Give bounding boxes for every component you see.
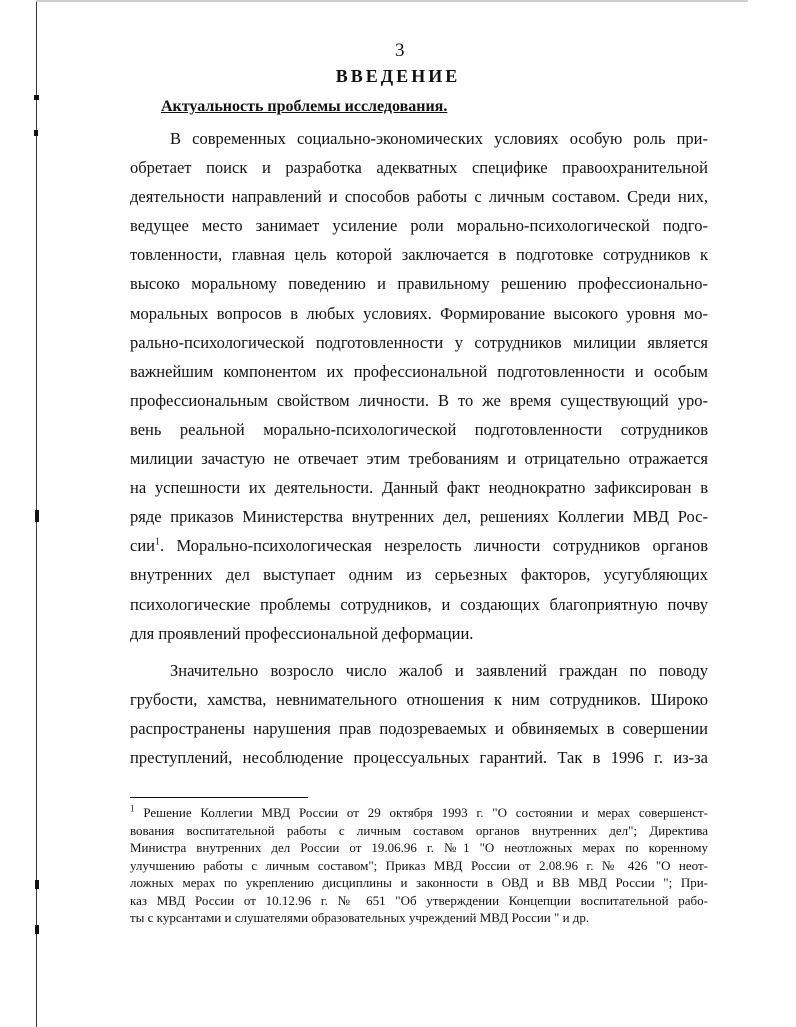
footnote-line: ложных мерах по укреплению дисциплины и законности в ОВД и ВВ МВД России "; При- xyxy=(130,875,708,890)
text-line-with-footnote xyxy=(130,531,708,560)
text-line: профессиональным свойством личности. В то же время существующий уро- xyxy=(130,390,708,410)
text-line: вень реальной морально-психологической подготовленности сотрудников xyxy=(130,419,708,439)
footnote-text: Решение Коллегии МВД России от 29 октября 1993 г. "О состоянии и мерах совершенст- xyxy=(143,805,709,820)
body-text xyxy=(130,124,708,772)
section-heading: ВВЕДЕНИЕ xyxy=(335,66,461,86)
footnote-reference: 1 xyxy=(154,536,160,548)
text-line: товленности, главная цель которой заключается в подготовке сотрудников к xyxy=(130,245,708,265)
scan-speck xyxy=(35,925,39,934)
text-line: для проявлений профессиональной деформации. xyxy=(130,623,474,643)
text-line: Значительно возросло число жалоб и заявлений граждан по поводу xyxy=(170,660,708,680)
text-fragment: . Морально-психологическая незрелость личности сотрудников органов xyxy=(159,536,708,556)
text-line: В современных социально-экономических условиях особую роль при- xyxy=(170,129,708,148)
footnote-separator xyxy=(130,797,308,798)
text-line: ряде приказов Министерства внутренних дел, решениях Коллегии МВД Рос- xyxy=(130,507,708,527)
footnote-line: улучшению работы с личным составом"; Приказ МВД России от 2.08.96 г. № 426 "О неот- xyxy=(130,857,708,873)
page-number: 3 xyxy=(395,40,405,61)
footnote-marker: 1 xyxy=(130,803,135,814)
text-line: моральных вопросов в любых условиях. Формирование высокого уровня мо- xyxy=(130,303,708,323)
text-line: ведущее место занимает усиление роли морально-психологической подго- xyxy=(130,216,708,236)
text-line: внутренних дел выступает одним из серьезных факторов, усугубляющих xyxy=(130,565,708,585)
paragraph-gap xyxy=(130,648,708,656)
text-line: обретает поиск и разработка адекватных специфике правоохранительной xyxy=(130,158,708,178)
text-line: рально-психологической подготовленности у сотрудников милиции является xyxy=(130,332,708,352)
scan-speck xyxy=(34,130,38,136)
text-line: важнейшим компонентом их профессиональной подготовленности и особым xyxy=(130,361,708,381)
section-subheading: Актуальность проблемы исследования. xyxy=(161,98,448,115)
text-line: милиции зачастую не отвечает этим требованиям и отрицательно отражается xyxy=(130,449,708,469)
footnote-line: вования воспитательной работы с личным составом органов внутренних дел"; Директива xyxy=(130,822,708,838)
scan-speck xyxy=(35,510,39,522)
footnote-line: ты с курсантами и слушателями образовательных учреждений МВД России " и др. xyxy=(130,910,590,925)
text-fragment: сии xyxy=(130,536,155,556)
text-line: на успешности их деятельности. Данный факт неоднократно зафиксирован в xyxy=(130,478,708,498)
scan-speck xyxy=(34,95,39,100)
footnote-block xyxy=(130,804,708,927)
footnote-line: Министра внутренних дел России от 19.06.96 г. №1 "О неотложных мерах по коренному xyxy=(130,840,708,855)
text-line: психологические проблемы сотрудников, и создающих благоприятную почву xyxy=(130,594,708,614)
text-line: деятельности направлений и способов работы с личным составом. Среди них, xyxy=(130,187,708,207)
text-line: грубости, хамства, невнимательного отношения к ним сотрудников. Широко xyxy=(130,689,708,709)
scan-speck xyxy=(35,880,39,889)
footnote-line xyxy=(130,804,708,822)
scan-top-edge xyxy=(36,0,748,2)
text-line: преступлений, несоблюдение процессуальных гарантий. Так в 1996 г. из-за xyxy=(130,747,708,767)
text-line: распространены нарушения прав подозреваемых и обвиняемых в совершении xyxy=(130,718,708,738)
text-line: высоко моральному поведению и правильному решению профессионально- xyxy=(130,274,708,294)
footnote-line: каз МВД России от 10.12.96 г. № 651 "Об утверждении Концепции воспитательной рабо- xyxy=(130,892,708,908)
